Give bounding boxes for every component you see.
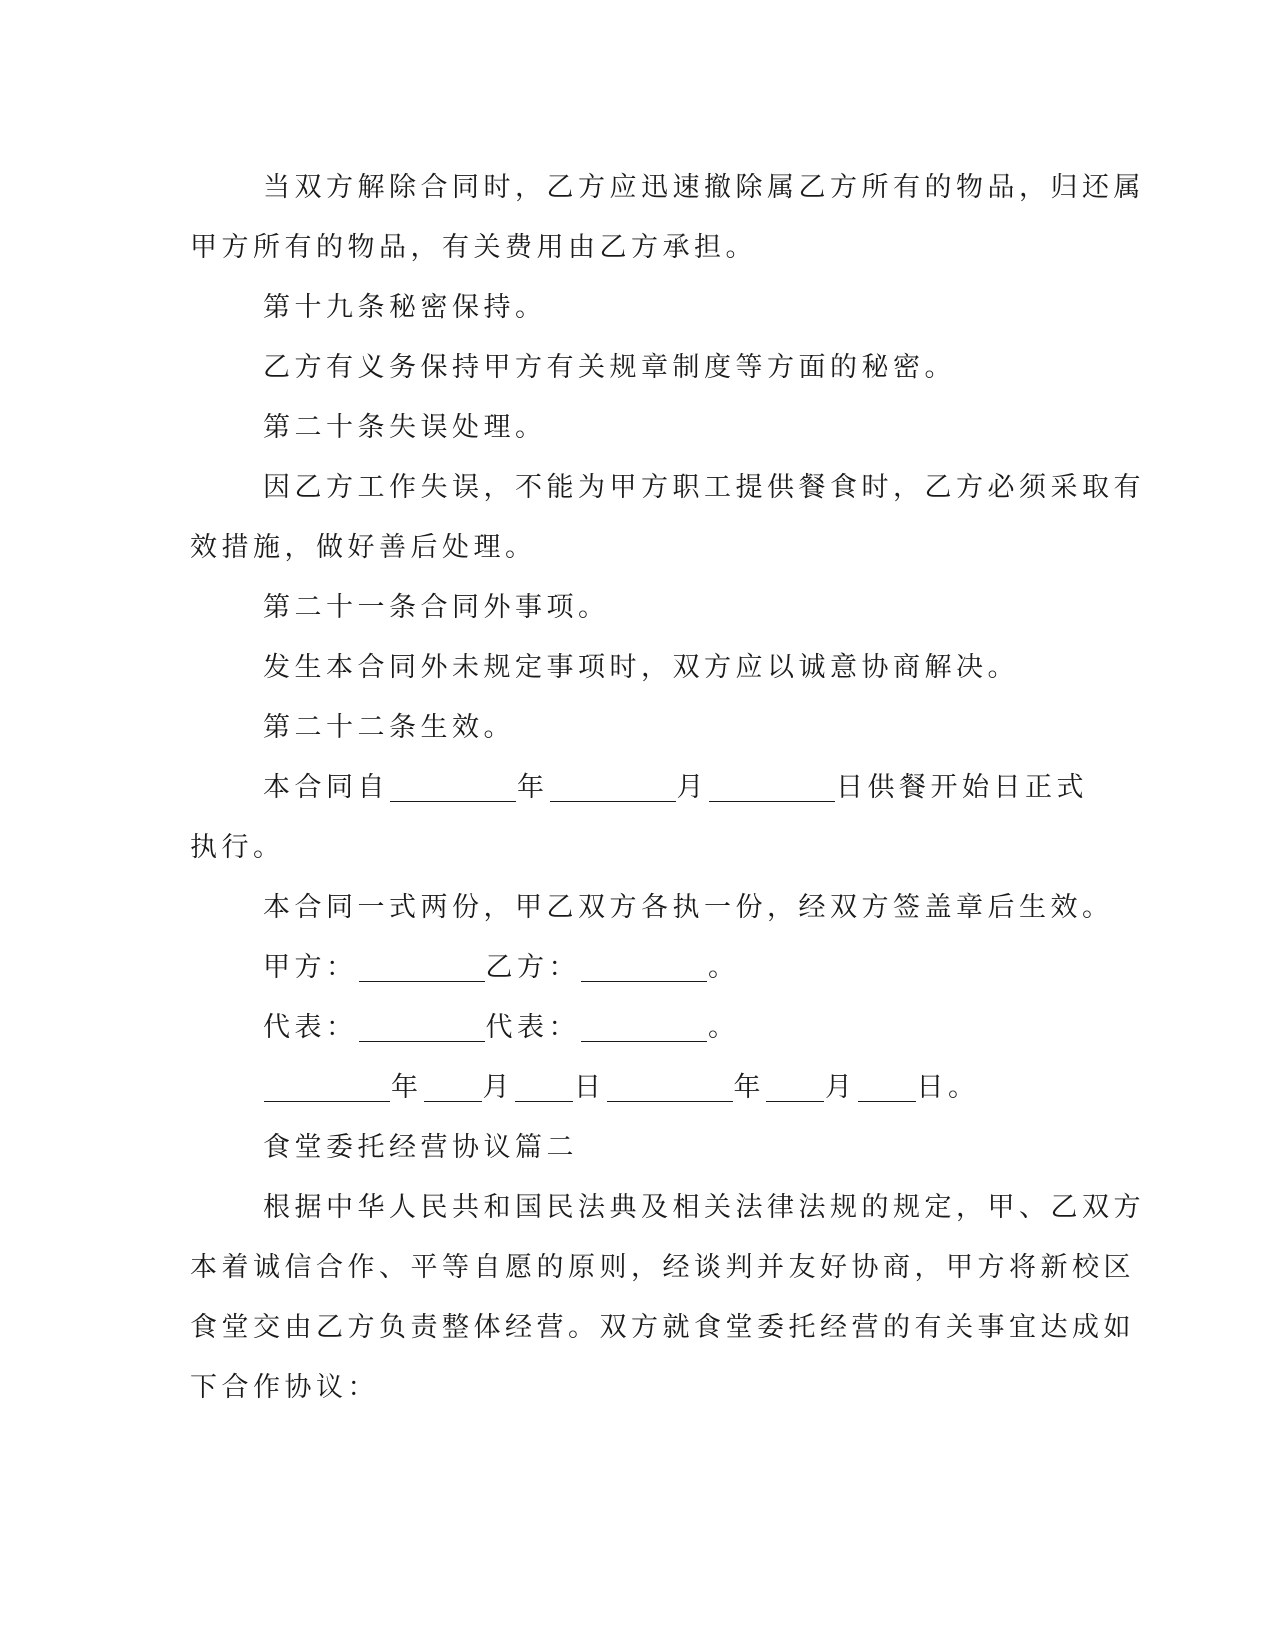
month-blank (766, 1071, 824, 1102)
party-b-blank (581, 951, 707, 982)
day-label: 日 (916, 1072, 948, 1103)
day-blank (709, 771, 835, 802)
article-heading: 第二十条失误处理。 (263, 412, 547, 443)
day-label: 日 (574, 1072, 606, 1103)
year-blank (264, 1071, 390, 1102)
article-heading: 第二十二条生效。 (263, 712, 515, 743)
rep-a-blank (359, 1011, 485, 1042)
end-mark: 。 (708, 1012, 740, 1043)
section-two-title: 食堂委托经营协议篇二 (263, 1132, 578, 1163)
copies-line: 本合同一式两份，甲乙双方各执一份，经双方签盖章后生效。 (263, 892, 1114, 923)
paragraph-line: 甲方所有的物品，有关费用由乙方承担。 (190, 232, 757, 263)
paragraph-line: 食堂交由乙方负责整体经营。双方就食堂委托经营的有关事宜达成如 (190, 1312, 1135, 1343)
article-heading: 第十九条秘密保持。 (263, 292, 547, 323)
effective-date-line (190, 758, 1088, 818)
rep-a-label: 代表： (263, 1012, 358, 1043)
paragraph-line: 发生本合同外未规定事项时，双方应以诚意协商解决。 (263, 652, 1019, 683)
year-label: 年 (517, 772, 549, 803)
paragraph-line: 效措施，做好善后处理。 (190, 532, 537, 563)
end-mark: 。 (948, 1072, 980, 1103)
paragraph-line: 乙方有义务保持甲方有关规章制度等方面的秘密。 (263, 352, 956, 383)
end-mark: 。 (708, 952, 740, 983)
paragraph-line: 下合作协议： (190, 1372, 379, 1403)
article-heading: 第二十一条合同外事项。 (263, 592, 610, 623)
effective-prefix: 本合同自 (263, 772, 389, 803)
party-b-label: 乙方： (485, 952, 580, 983)
year-label: 年 (391, 1072, 423, 1103)
paragraph-line: 当双方解除合同时，乙方应迅速撤除属乙方所有的物品，归还属 (263, 172, 1145, 203)
paragraph-line: 执行。 (190, 832, 285, 863)
day-blank (858, 1071, 916, 1102)
sign-date-line (190, 1058, 1082, 1118)
party-line (190, 938, 1082, 998)
month-label: 月 (825, 1072, 857, 1103)
paragraph-line: 本着诚信合作、平等自愿的原则，经谈判并友好协商，甲方将新校区 (190, 1252, 1135, 1283)
day-blank (515, 1071, 573, 1102)
year-blank (607, 1071, 733, 1102)
party-a-blank (359, 951, 485, 982)
document-body (190, 158, 1145, 1418)
year-label: 年 (733, 1072, 765, 1103)
month-label: 月 (676, 772, 708, 803)
month-label: 月 (482, 1072, 514, 1103)
representative-line (190, 998, 1082, 1058)
rep-b-label: 代表： (485, 1012, 580, 1043)
party-a-label: 甲方： (263, 952, 358, 983)
paragraph-line: 根据中华人民共和国民法典及相关法律法规的规定，甲、乙双方 (263, 1192, 1145, 1223)
rep-b-blank (581, 1011, 707, 1042)
year-blank (390, 771, 516, 802)
effective-suffix: 日供餐开始日正式 (836, 772, 1088, 803)
paragraph-line: 因乙方工作失误，不能为甲方职工提供餐食时，乙方必须采取有 (263, 472, 1145, 503)
month-blank (424, 1071, 482, 1102)
month-blank (550, 771, 676, 802)
